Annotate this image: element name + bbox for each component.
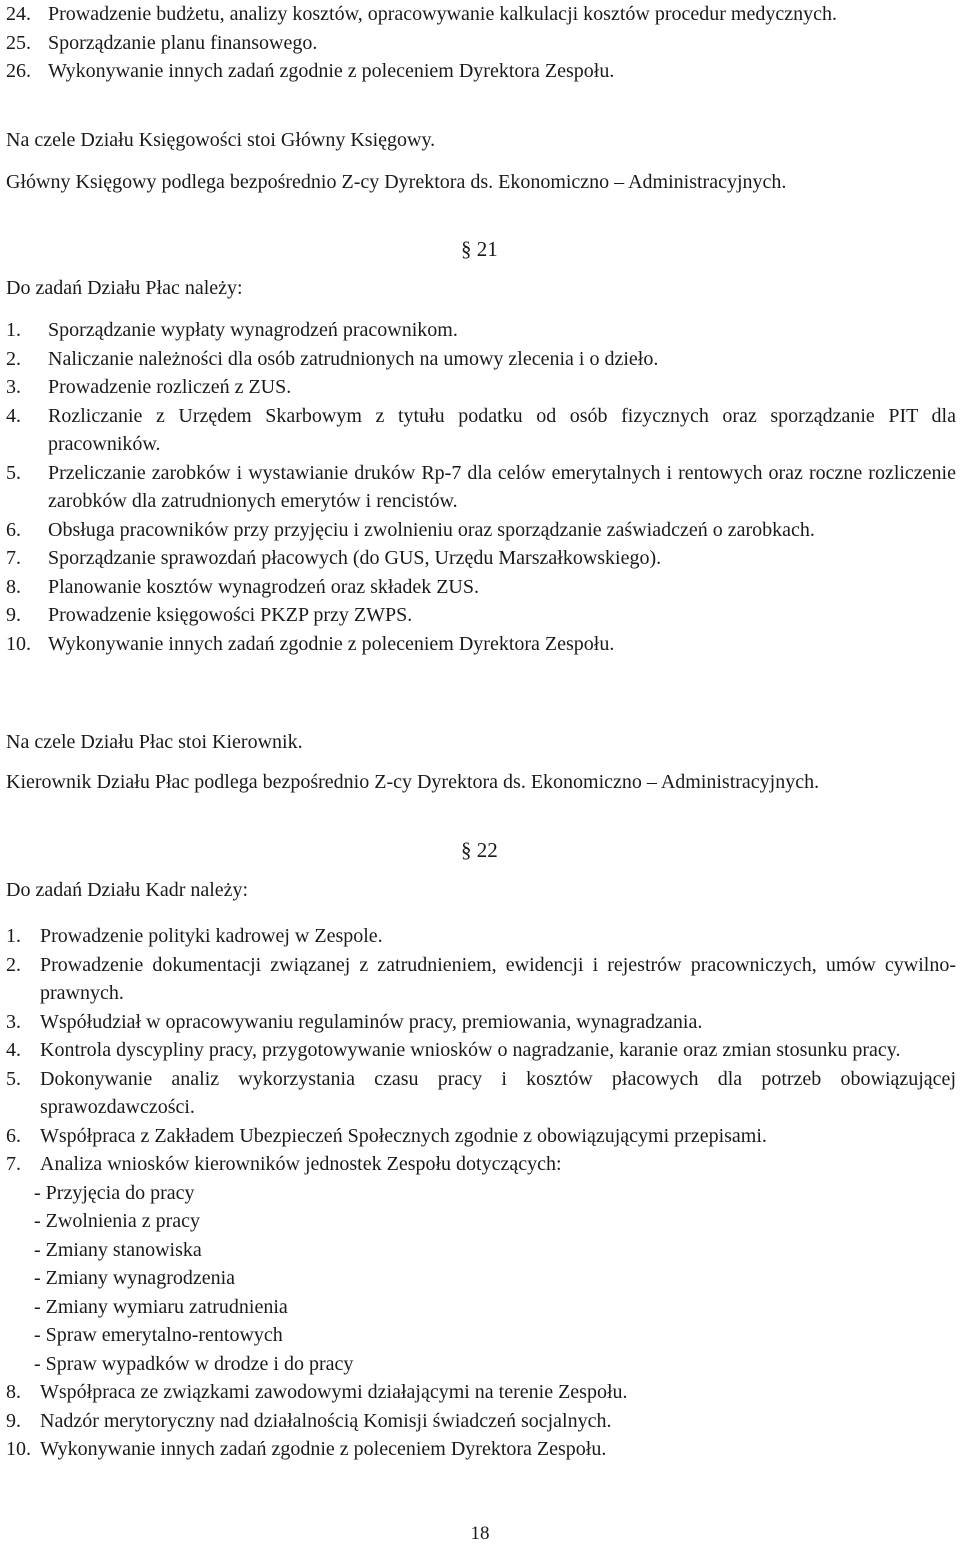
list-item: 1. Prowadzenie polityki kadrowej w Zespole. — [6, 925, 383, 947]
list-item: 2. Naliczanie należności dla osób zatrudnionych na umowy zlecenia i o dzieło. — [6, 347, 659, 370]
kadr-list — [6, 922, 956, 1464]
page-number: 18 — [470, 1523, 490, 1544]
section-22-heading: § 22 — [461, 838, 498, 862]
list-item: 4. Kontrola dyscypliny pracy, przygotowywanie wniosków o nagradzanie, karanie oraz zmian stosunku pracy. — [6, 1039, 901, 1061]
list-item: 8. Planowanie kosztów wynagrodzeń oraz składek ZUS. — [6, 575, 479, 598]
list-item: 1. Sporządzanie wypłaty wynagrodzeń pracownikom. — [6, 319, 458, 341]
ksiegowosc-sub: Główny Księgowy podlega bezpośrednio Z-cy Dyrektora ds. Ekonomiczno – Administracyjnych. — [6, 171, 787, 193]
list-item: 5. Przeliczanie zarobków i wystawianie druków Rp-7 dla celów emerytalnych i rentowych oraz roczne rozliczenie zarobków dla zatrudnionych emerytów i rencistów. — [6, 461, 956, 512]
ksiegowosc-head: Na czele Działu Księgowości stoi Główny Księgowy. — [6, 129, 436, 151]
kadr-sublist — [6, 1179, 956, 1379]
list-item: 10. Wykonywanie innych zadań zgodnie z poleceniem Dyrektora Zespołu. — [6, 632, 615, 655]
list-item: 10. Wykonywanie innych zadań zgodnie z poleceniem Dyrektora Zespołu. — [6, 1438, 607, 1460]
section-21-heading: § 21 — [461, 237, 498, 261]
sublist-item: - Zmiany wynagrodzenia — [34, 1267, 236, 1289]
top-list — [6, 0, 956, 86]
list-item: 5. Dokonywanie analiz wykorzystania czasu pracy i kosztów płacowych dla potrzeb obowiązującej sprawozdawczości. — [6, 1067, 956, 1118]
place-sub: Kierownik Działu Płac podlega bezpośrednio Z-cy Dyrektora ds. Ekonomiczno – Administracyjnych. — [6, 771, 820, 793]
list-item: 7. Analiza wniosków kierowników jednostek Zespołu dotyczących: — [6, 1153, 562, 1175]
list-item: 6. Współpraca z Zakładem Ubezpieczeń Społecznych zgodnie z obowiązującymi przepisami. — [6, 1124, 767, 1147]
sublist-item: - Spraw wypadków w drodze i do pracy — [34, 1352, 354, 1375]
place-list — [6, 316, 956, 658]
sublist-item: - Zmiany wymiaru zatrudnienia — [34, 1295, 288, 1318]
list-item: 8. Współpraca ze związkami zawodowymi działającymi na terenie Zespołu. — [6, 1381, 628, 1403]
list-item: 3. Współudział w opracowywaniu regulaminów pracy, premiowania, wynagradzania. — [6, 1010, 703, 1033]
sublist-item: - Zmiany stanowiska — [34, 1238, 202, 1261]
kadr-intro: Do zadań Działu Kadr należy: — [6, 879, 249, 901]
list-item: 7. Sporządzanie sprawozdań płacowych (do GUS, Urzędu Marszałkowskiego). — [6, 547, 662, 569]
sublist-item: - Zwolnienia z pracy — [34, 1210, 201, 1232]
list-item: 24. Prowadzenie budżetu, analizy kosztów, opracowywanie kalkulacji kosztów procedur medycznych. — [6, 3, 837, 25]
list-item: 6. Obsługa pracowników przy przyjęciu i zwolnieniu oraz sporządzanie zaświadczeń o zarobkach. — [6, 518, 815, 541]
list-item: 9. Prowadzenie księgowości PKZP przy ZWPS. — [6, 604, 413, 626]
list-item: 3. Prowadzenie rozliczeń z ZUS. — [6, 376, 292, 398]
place-head: Na czele Działu Płac stoi Kierownik. — [6, 731, 303, 753]
list-item: 9. Nadzór merytoryczny nad działalnością Komisji świadczeń socjalnych. — [6, 1409, 612, 1432]
place-intro: Do zadań Działu Płac należy: — [6, 277, 243, 299]
list-item: 2. Prowadzenie dokumentacji związanej z zatrudnieniem, ewidencji i rejestrów pracowniczych, umów cywilno-prawnych. — [6, 953, 956, 1004]
list-item: 25. Sporządzanie planu finansowego. — [6, 31, 318, 54]
sublist-item: - Spraw emerytalno-rentowych — [34, 1324, 283, 1346]
list-item: 26. Wykonywanie innych zadań zgodnie z poleceniem Dyrektora Zespołu. — [6, 60, 615, 82]
list-item: 4. Rozliczanie z Urzędem Skarbowym z tytułu podatku od osób fizycznych oraz sporządzanie PIT dla pracowników. — [6, 404, 956, 455]
sublist-item: - Przyjęcia do pracy — [34, 1181, 195, 1204]
